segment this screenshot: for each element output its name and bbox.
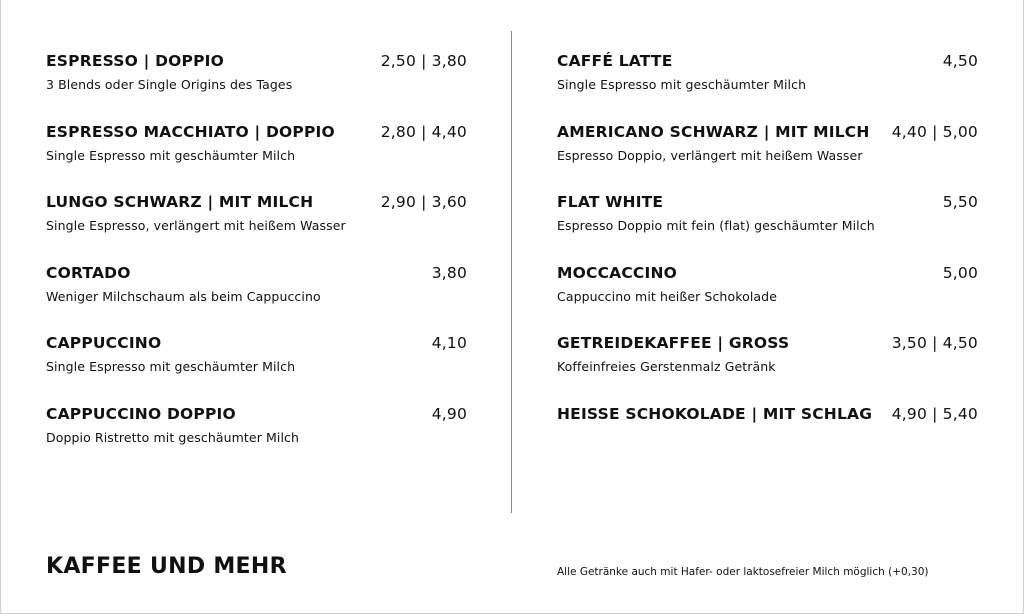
item-description: Weniger Milchschaum als beim Cappuccino: [46, 288, 321, 304]
menu-item: [557, 334, 978, 405]
item-description: Single Espresso mit geschäumter Milch: [557, 77, 807, 92]
item-name: CAPPUCCINO DOPPIO: [46, 404, 236, 423]
item-name: LUNGO SCHWARZ | MIT MILCH: [46, 193, 314, 212]
menu-item: [46, 334, 467, 405]
item-name: CAPPUCCINO: [46, 334, 162, 353]
item-name: AMERICANO SCHWARZ | MIT MILCH: [557, 122, 870, 141]
item-description: Single Espresso mit geschäumter Milch: [46, 147, 296, 163]
item-price: 3,50 | 4,50: [891, 334, 978, 353]
item-name: CAFFÉ LATTE: [557, 52, 673, 70]
menu-item: [557, 264, 978, 335]
item-name: ESPRESSO MACCHIATO | DOPPIO: [46, 122, 335, 141]
item-price: 4,90: [431, 404, 467, 423]
item-price: 5,50: [942, 193, 978, 212]
item-name: GETREIDEKAFFEE | GROSS: [557, 334, 790, 353]
menu-item: [46, 123, 467, 194]
menu-item: [557, 193, 978, 264]
menu-item: [557, 52, 978, 123]
milk-note: Alle Getränke auch mit Hafer- oder laktosefreier Milch möglich (+0,30): [557, 566, 929, 578]
item-name: HEISSE SCHOKOLADE | MIT SCHLAG: [557, 404, 873, 423]
menu-item: [46, 193, 467, 264]
menu-item: [557, 405, 978, 476]
item-price: 4,10: [431, 334, 467, 353]
item-price: 2,90 | 3,60: [380, 193, 467, 212]
menu-column-left: [46, 52, 467, 476]
menu-column-right: [557, 52, 978, 476]
item-price: 4,40 | 5,00: [891, 122, 978, 141]
menu-item: [46, 405, 467, 476]
item-price: 4,90 | 5,40: [891, 404, 978, 423]
item-description: Espresso Doppio mit fein (flat) geschäumter Milch: [557, 218, 875, 234]
item-name: FLAT WHITE: [557, 193, 664, 212]
item-description: Single Espresso, verlängert mit heißem Wasser: [46, 218, 346, 234]
item-name: ESPRESSO | DOPPIO: [46, 52, 225, 70]
item-price: 2,50 | 3,80: [380, 52, 467, 70]
item-price: 5,00: [942, 263, 978, 282]
item-description: Doppio Ristretto mit geschäumter Milch: [46, 429, 300, 445]
item-price: 2,80 | 4,40: [380, 122, 467, 141]
menu-item: [46, 52, 467, 123]
menu-item: [557, 123, 978, 194]
item-description: 3 Blends oder Single Origins des Tages: [46, 77, 293, 92]
column-divider: [511, 31, 512, 513]
item-name: MOCCACCINO: [557, 263, 678, 282]
item-price: 3,80: [431, 263, 467, 282]
item-description: Espresso Doppio, verlängert mit heißem Wasser: [557, 147, 863, 163]
menu-item: [46, 264, 467, 335]
menu-title: KAFFEE UND MEHR: [46, 554, 287, 579]
item-description: Koffeinfreies Gerstenmalz Getränk: [557, 359, 776, 375]
item-description: Single Espresso mit geschäumter Milch: [46, 359, 296, 375]
item-description: Cappuccino mit heißer Schokolade: [557, 288, 778, 304]
item-name: CORTADO: [46, 263, 131, 282]
item-price: 4,50: [942, 52, 978, 70]
